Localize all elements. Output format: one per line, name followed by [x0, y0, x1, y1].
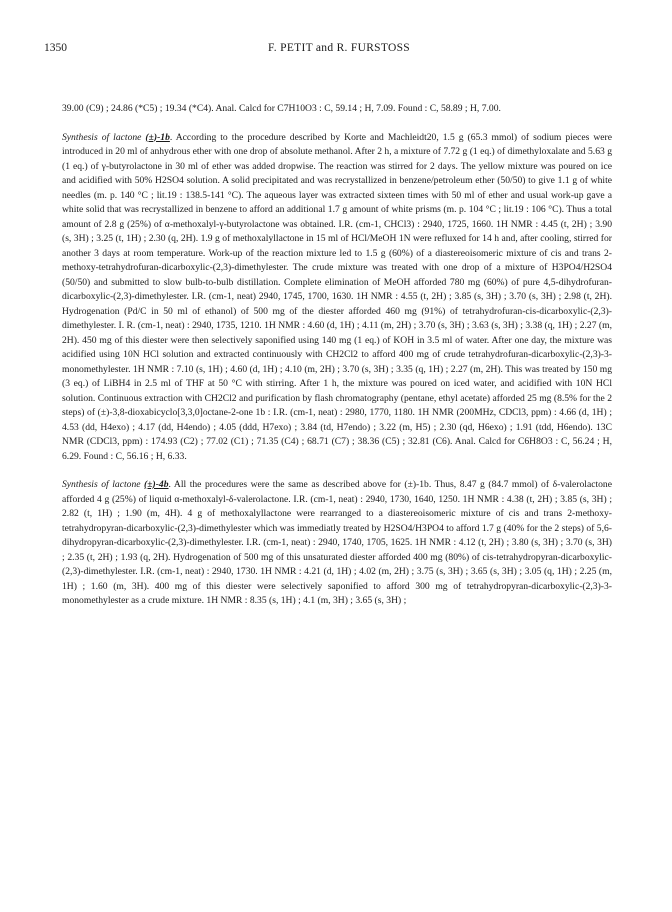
paragraph-continuation	[62, 102, 612, 117]
running-head: F. PETIT and R. FURSTOSS	[268, 42, 410, 54]
section-lead-in: Synthesis of lactone	[62, 131, 146, 143]
paragraph-text: 39.00 (C9) ; 24.86 (*C5) ; 19.34 (*C4). Anal. Calcd for C7H10O3 : C, 59.14 ; H, 7.09. Found : C, 58.89 ; H, 7.00.	[62, 103, 501, 114]
article-body	[62, 102, 612, 609]
paragraph-synthesis-1b	[62, 131, 612, 465]
page-number: 1350	[44, 42, 67, 54]
paragraph-text: . All the procedures were the same as described above for (±)-1b. Thus, 8.47 g (84.7 mmol) of δ-valerolactone afforded 4 g (25%) of liquid α-methoxalyl-δ-valerolactone. I.R. (cm-1, neat) : 2940, 1730, 1640, 1250. 1H NMR : 4.38 (t, 2H) ; 3.85 (s, 3H) ; 2.82 (t, 1H) ; 1.90 (m, 4H). 4 g of methoxalyllactone were rearranged to a diastereoisomeric mixture of cis and trans 2-methoxy-tetrahydropyran-dicarboxylic-(2,3)-dimethylester which was immediatly treated by H2SO4/H3PO4 to afford 1.7 g (40% for the 2 steps) of 5,6-dihydropyran-dicarboxylic-(2,3)-dimethylester. I.R. (cm-1, neat) : 2940, 1740, 1705, 1625. 1H NMR : 4.12 (t, 2H) ; 3.80 (s, 3H) ; 3.70 (s, 3H) ; 2.35 (t, 2H) ; 1.93 (q, 2H). Hydrogenation of 500 mg of this unsaturated diester afforded 400 mg (80%) of cis-tetrahydropyran-dicarboxylic-(2,3)-dimethylester. I.R. (cm-1, neat) : 2940, 1730. 1H NMR : 4.21 (d, 1H) ; 4.02 (m, 2H) ; 3.75 (s, 3H) ; 3.65 (s, 3H) ; 3.05 (q, 1H) ; 2.25 (m, 1H) ; 1.60 (m, 3H). 400 mg of this diester were selectively saponified to afford 300 mg of tetrahydropyran-dicarboxylic-(2,3)-3-monomethylester as a crude mixture. 1H NMR : 8.35 (s, 1H) ; 4.1 (m, 3H) ; 3.65 (s, 3H) ;	[62, 479, 612, 606]
compound-label: (±)-4b	[144, 479, 169, 490]
paragraph-text: . According to the procedure described by Korte and Machleidt20, 1.5 g (65.3 mmol) of sodium pieces were introduced in 20 ml of anhydrous ether with one drop of absolute methanol. After 2 h, a mixture of 7.72 g (1 eq.) of dimethyloxalate and 5.63 g (1 eq.) of γ-butyrolactone in 30 ml of ether was added dropwise. The reaction was stirred for 2 days. The yellow mixture was poured on ice and acidified with 50% H2SO4 solution. A solid precipitated and was recrystallized in benzene/petroleum ether (50/50) to give 1.1 g of white needles (m. p. 140 °C ; lit.19 : 138.5-141 °C). The aqueous layer was extracted sixteen times with 50 ml of ether and usual work-up gave a white solid that was recrystallized in benzene to afford an additional 1.7 g amount of white prisms (m. p. 104 °C ; lit.19 : 106 °C). Thus a total amount of 2.8 g (25%) of α-methoxalyl-γ-butyrolactone was obtained. I.R. (cm-1, CHCl3) : 2940, 1725, 1660. 1H NMR : 4.45 (t, 2H) ; 3.90 (s, 3H) ; 3.25 (t, 1H) ; 2.30 (q, 2H). 1.9 g of methoxalyllactone in 15 ml of HCl/MeOH 1N were refluxed for 14 h and, after cooling, stirred for another 3 days at room temperature. Work-up of the reaction mixture led to 1.5 g (60%) of a diastereoisomeric mixture of cis and trans 2-methoxy-tetrahydrofuran-dicarboxylic-(2,3)-dimethylester. The crude mixture was treated with one drop of a mixture of H3PO4/H2SO4 (50/50) and submitted to slow bulb-to-bulb distillation. Complete elimination of MeOH afforded 780 mg (60%) of pure 4,5-dihydrofuran-dicarboxylic-(2,3)-dimethylester. I.R. (cm-1, neat) 2940, 1745, 1700, 1630. 1H NMR : 4.55 (t, 2H) ; 3.85 (s, 3H) ; 3.70 (s, 3H) ; 2.98 (t, 2H). Hydrogenation (Pd/C in 50 ml of ethanol) of 500 mg of the diester afforded 460 mg (91%) of tetrahydrofuran-cis-dicarboxylic-(2,3)-dimethylester. I. R. (cm-1, neat) : 2940, 1735, 1210. 1H NMR : 4.60 (d, 1H) ; 4.11 (m, 2H) ; 3.70 (s, 3H) ; 3.63 (s, 3H) ; 3.38 (q, 1H) ; 2.27 (m, 2H). 450 mg of this diester were then selectively saponified using 140 mg (1 eq.) of KOH in 3.5 ml of water. After one day, the mixture was acidified using 10N HCl solution and extracted continuously with CH2Cl2 to afford 400 mg of crude tetrahydrofuran-dicarboxylic-(2,3)-3-monomethylester. 1H NMR : 7.10 (s, 1H) ; 4.60 (d, 1H) ; 4.10 (m, 2H) ; 3.70 (s, 3H) ; 3.35 (q, 1H) ; 2.27 (m, 2H). This was treated by 150 mg (3 eq.) of LiBH4 in 2.5 ml of THF at 50 °C with stirring. After 1 h, the mixture was poured on iced water, and acidified with 10N HCl solution. Continuous extraction with CH2Cl2 and purification by flash chromatography (pentane, ethyl acetate) afforded 25 mg (8.5% for the 2 steps) of (±)-3,8-dioxabicyclo[3,3,0]octane-2-one 1b : I.R. (cm-1, neat) : 2980, 1770, 1180. 1H NMR (200MHz, CDCl3, ppm) : 4.66 (d, 1H) ; 4.53 (dd, H4exo) ; 4.17 (dd, H4endo) ; 4.05 (ddd, H7exo) ; 3.84 (td, H7endo) ; 3.22 (m, H5) ; 2.30 (qd, H6exo) ; 1.91 (tdd, H6endo). 13C NMR (CDCl3, ppm) : 174.93 (C2) ; 77.02 (C1) ; 71.35 (C4) ; 68.71 (C7) ; 38.36 (C5) ; 32.81 (C6). Anal. Calcd for C6H8O3 : C, 56.24 ; H, 6.29. Found : C, 56.16 ; H, 6.33.	[62, 131, 612, 462]
paragraph-synthesis-4b	[62, 478, 612, 609]
page-header	[44, 42, 634, 62]
section-lead-in: Synthesis of lactone	[62, 479, 145, 490]
compound-label: (±)-1b	[145, 131, 170, 143]
